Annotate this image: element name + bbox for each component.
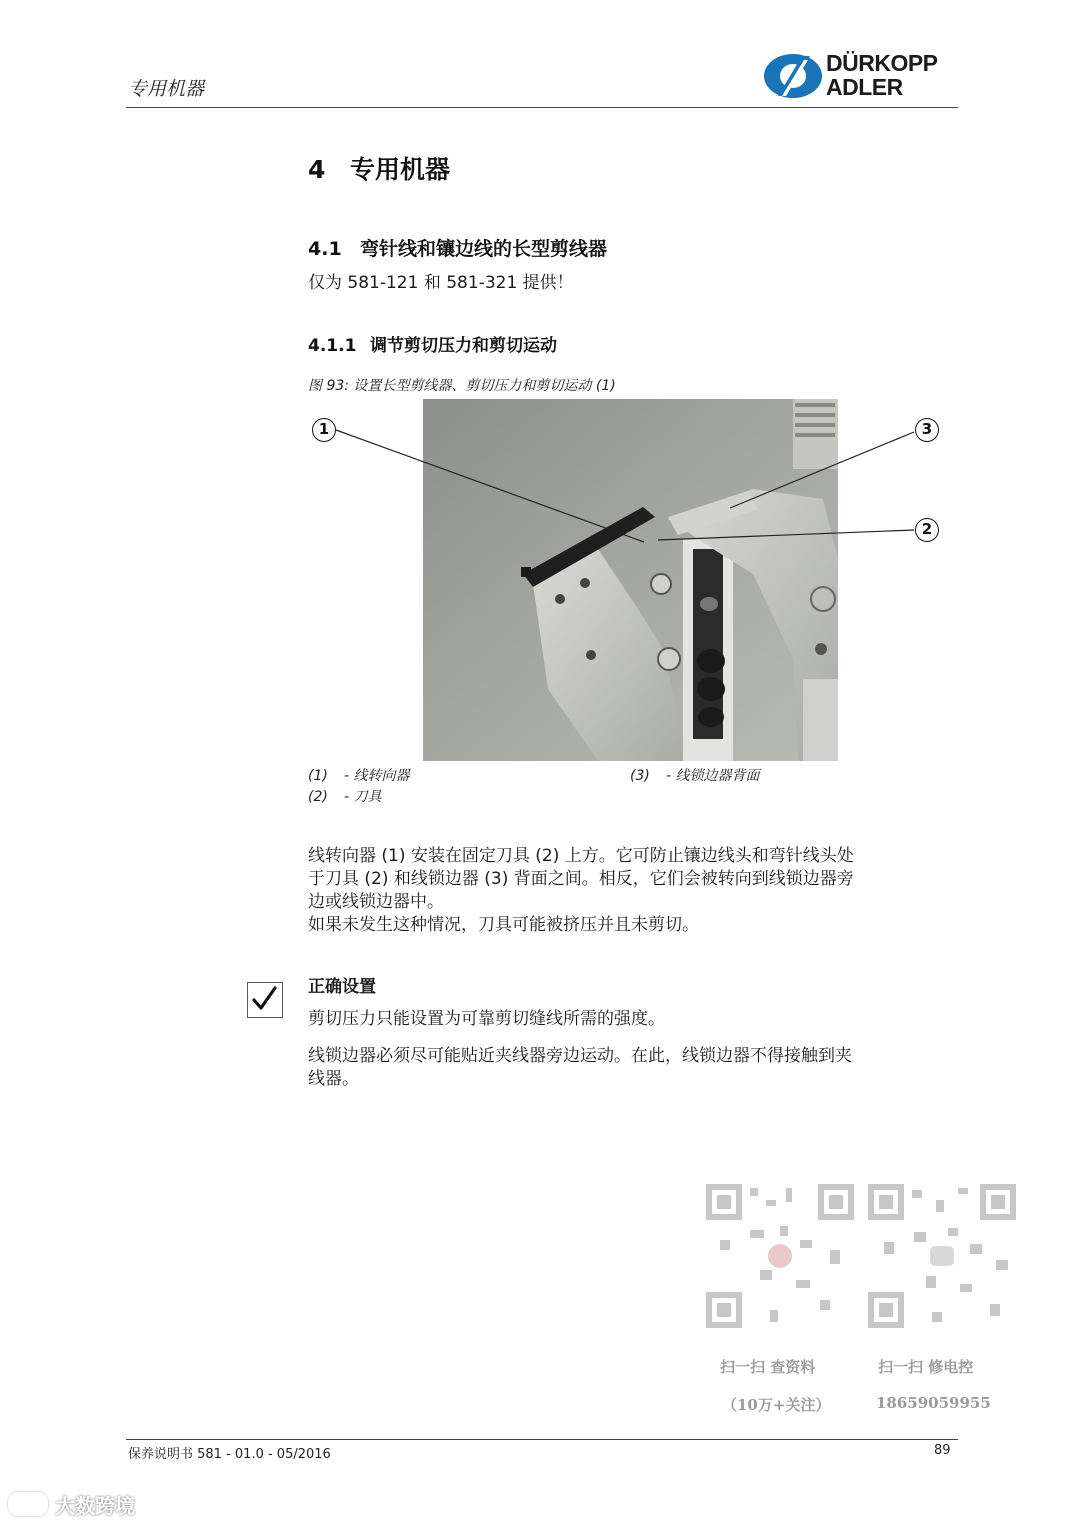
chapter-title: 专用机器 — [350, 155, 451, 184]
legend-item-3 — [630, 765, 760, 785]
watermark — [8, 1490, 135, 1519]
callout-1: 1 — [312, 418, 336, 442]
header-divider — [126, 107, 958, 108]
page-number: 89 — [934, 1443, 951, 1458]
section-number: 4.1 — [308, 238, 342, 260]
subsection-heading — [308, 331, 557, 356]
footer-document-id: 保养说明书 581 - 01.0 - 05/2016 — [128, 1447, 331, 1462]
section-title: 弯针线和镶边线的长型剪线器 — [360, 238, 608, 260]
section-heading — [308, 234, 607, 261]
header-section-title: 专用机器 — [128, 78, 205, 100]
legend-item-1 — [308, 765, 410, 785]
correct-setting-title: 正确设置 — [308, 977, 376, 997]
qr-code-icon — [700, 1180, 1020, 1340]
legend-label: - 刀具 — [344, 789, 382, 805]
callout-leader-lines — [300, 410, 960, 550]
qr-right-line1: 扫一扫 修电控 — [878, 1358, 974, 1376]
brand-line1: DÜRKOPP — [826, 50, 938, 76]
legend-label: - 线锁边器背面 — [666, 768, 760, 784]
figure-caption: 图 93: 设置长型剪线器、剪切压力和剪切运动 (1) — [308, 378, 616, 394]
callout-3: 3 — [915, 418, 939, 442]
watermark-logo-icon — [8, 1492, 48, 1516]
legend-number: (1) — [308, 768, 328, 784]
availability-note: 仅为 581-121 和 581-321 提供！ — [308, 273, 574, 293]
brand-mark-icon — [762, 48, 824, 104]
subsection-title: 调节剪切压力和剪切运动 — [370, 336, 557, 356]
watermark-text: 大数跨境 — [54, 1494, 135, 1518]
correct-setting-line2a: 线锁边器必须尽可能贴近夹线器旁边运动。在此，线锁边器不得接触到夹 — [308, 1046, 852, 1066]
qr-right-line2: 18659059955 — [876, 1394, 991, 1412]
body-line: 线转向器 (1) 安装在固定刀具 (2) 上方。它可防止镶边线头和弯针线头处 — [308, 846, 854, 866]
legend-number: (2) — [308, 789, 328, 805]
legend-item-2 — [308, 786, 382, 806]
brand-logo — [762, 48, 962, 104]
body-line: 如果未发生这种情况，刀具可能被挤压并且未剪切。 — [308, 915, 699, 935]
correct-setting-line2b: 线器。 — [308, 1069, 359, 1089]
body-line: 于刀具 (2) 和线锁边器 (3) 背面之间。相反，它们会被转向到线锁边器旁 — [308, 869, 854, 889]
footer-divider — [126, 1439, 958, 1440]
legend-number: (3) — [630, 768, 650, 784]
callout-2: 2 — [915, 518, 939, 542]
qr-left-line1: 扫一扫 查资料 — [720, 1358, 816, 1376]
chapter-heading — [308, 150, 450, 186]
qr-codes — [700, 1180, 1020, 1420]
correct-setting-line1: 剪切压力只能设置为可靠剪切缝线所需的强度。 — [308, 1009, 665, 1029]
legend-label: - 线转向器 — [344, 768, 410, 784]
subsection-number: 4.1.1 — [308, 336, 357, 356]
brand-line2: ADLER — [826, 74, 903, 100]
chapter-number: 4 — [308, 155, 326, 184]
check-icon — [247, 982, 283, 1018]
body-line: 边或线锁边器中。 — [308, 892, 444, 912]
qr-left-line2: （10万+关注） — [722, 1396, 831, 1414]
